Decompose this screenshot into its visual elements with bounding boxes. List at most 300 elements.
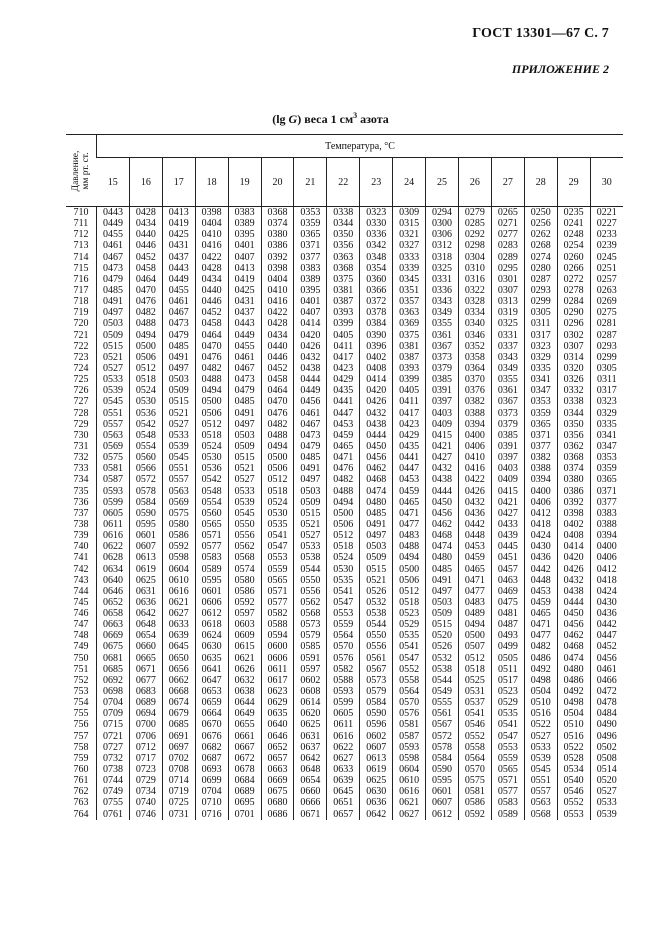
table-cell: 0518 bbox=[464, 663, 485, 675]
table-cell: 0701 bbox=[234, 808, 255, 820]
table-cell: 0537 bbox=[464, 697, 485, 709]
table-cell: 0567 bbox=[366, 663, 387, 675]
table-cell: 0547 bbox=[399, 652, 420, 664]
table-cell: 0329 bbox=[596, 407, 617, 419]
table-cell: 0660 bbox=[300, 786, 321, 798]
temperature-column-header: 24 bbox=[393, 158, 426, 207]
temperature-column-header: 25 bbox=[426, 158, 459, 207]
table-cell: 0539 bbox=[102, 385, 123, 397]
table-cell: 0338 bbox=[333, 207, 354, 218]
table-cell: 0386 bbox=[563, 485, 584, 497]
pressure-value: 757 bbox=[73, 730, 89, 742]
table-cell: 0634 bbox=[102, 563, 123, 575]
table-cell: 0630 bbox=[366, 786, 387, 798]
table-cell: 0681 bbox=[102, 652, 123, 664]
table-cell: 0396 bbox=[366, 340, 387, 352]
table-cell: 0553 bbox=[333, 608, 354, 620]
table-cell: 0528 bbox=[563, 752, 584, 764]
table-cell: 0489 bbox=[464, 608, 485, 620]
value-column bbox=[129, 207, 162, 820]
table-cell: 0342 bbox=[366, 240, 387, 252]
pressure-value: 712 bbox=[73, 229, 89, 241]
table-cell: 0559 bbox=[497, 752, 518, 764]
pressure-value: 749 bbox=[73, 641, 89, 653]
table-cell: 0527 bbox=[300, 530, 321, 542]
table-cell: 0614 bbox=[300, 697, 321, 709]
table-cell: 0361 bbox=[497, 385, 518, 397]
table-cell: 0512 bbox=[201, 418, 222, 430]
table-cell: 0498 bbox=[530, 674, 551, 686]
table-cell: 0305 bbox=[530, 307, 551, 319]
table-cell: 0363 bbox=[399, 307, 420, 319]
table-cell: 0656 bbox=[168, 663, 189, 675]
table-cell: 0541 bbox=[267, 530, 288, 542]
table-cell: 0526 bbox=[432, 641, 453, 653]
table-cell: 0399 bbox=[399, 374, 420, 386]
table-cell: 0459 bbox=[399, 485, 420, 497]
table-cell: 0536 bbox=[201, 463, 222, 475]
table-cell: 0538 bbox=[366, 608, 387, 620]
table-cell: 0565 bbox=[201, 518, 222, 530]
table-cell: 0598 bbox=[399, 752, 420, 764]
table-cell: 0622 bbox=[333, 741, 354, 753]
table-cell: 0461 bbox=[234, 351, 255, 363]
table-cell: 0500 bbox=[267, 452, 288, 464]
table-cell: 0659 bbox=[201, 697, 222, 709]
table-cell: 0398 bbox=[563, 507, 584, 519]
table-cell: 0414 bbox=[563, 541, 584, 553]
table-cell: 0351 bbox=[399, 284, 420, 296]
table-cell: 0379 bbox=[432, 362, 453, 374]
table-cell: 0439 bbox=[497, 530, 518, 542]
table-cell: 0595 bbox=[432, 775, 453, 787]
table-cell: 0568 bbox=[300, 608, 321, 620]
table-cell: 0446 bbox=[201, 296, 222, 308]
table-cell: 0469 bbox=[497, 585, 518, 597]
value-column bbox=[557, 207, 590, 820]
pressure-header-label: Давление, мм рт. ст. bbox=[71, 150, 91, 191]
table-cell: 0466 bbox=[596, 674, 617, 686]
pressure-value: 753 bbox=[73, 686, 89, 698]
table-cell: 0299 bbox=[596, 351, 617, 363]
table-cell: 0479 bbox=[234, 385, 255, 397]
table-cell: 0544 bbox=[300, 563, 321, 575]
table-cell: 0504 bbox=[563, 708, 584, 720]
table-cell: 0497 bbox=[102, 307, 123, 319]
table-cell: 0587 bbox=[399, 730, 420, 742]
table-cell: 0465 bbox=[530, 608, 551, 620]
title-prefix: (lg bbox=[272, 112, 289, 126]
table-cell: 0491 bbox=[168, 351, 189, 363]
table-cell: 0510 bbox=[530, 697, 551, 709]
table-cell: 0368 bbox=[267, 207, 288, 218]
table-cell: 0483 bbox=[399, 530, 420, 542]
table-cell: 0360 bbox=[366, 273, 387, 285]
temperature-header: Температура, °C bbox=[97, 135, 624, 158]
table-cell: 0605 bbox=[333, 708, 354, 720]
table-cell: 0535 bbox=[399, 630, 420, 642]
table-cell: 0682 bbox=[201, 741, 222, 753]
table-cell: 0376 bbox=[464, 385, 485, 397]
table-cell: 0546 bbox=[563, 786, 584, 798]
table-cell: 0395 bbox=[234, 229, 255, 241]
table-cell: 0456 bbox=[300, 396, 321, 408]
table-cell: 0616 bbox=[168, 585, 189, 597]
table-cell: 0413 bbox=[234, 262, 255, 274]
table-cell: 0522 bbox=[563, 741, 584, 753]
table-cell: 0644 bbox=[234, 697, 255, 709]
table-cell: 0333 bbox=[399, 251, 420, 263]
table-cell: 0604 bbox=[399, 764, 420, 776]
table-cell: 0476 bbox=[267, 407, 288, 419]
table-cell: 0287 bbox=[596, 329, 617, 341]
table-cell: 0458 bbox=[135, 262, 156, 274]
table-cell: 0355 bbox=[497, 374, 518, 386]
table-cell: 0568 bbox=[530, 808, 551, 820]
table-cell: 0406 bbox=[464, 440, 485, 452]
table-cell: 0412 bbox=[596, 563, 617, 575]
table-cell: 0427 bbox=[497, 507, 518, 519]
table-cell: 0453 bbox=[530, 585, 551, 597]
table-cell: 0292 bbox=[464, 229, 485, 241]
table-cell: 0358 bbox=[464, 351, 485, 363]
table-cell: 0318 bbox=[432, 251, 453, 263]
table-cell: 0369 bbox=[399, 318, 420, 330]
pressure-value: 747 bbox=[73, 619, 89, 631]
pressure-value: 739 bbox=[73, 530, 89, 542]
table-cell: 0450 bbox=[432, 496, 453, 508]
table-cell: 0304 bbox=[464, 251, 485, 263]
table-cell: 0704 bbox=[201, 786, 222, 798]
table-cell: 0755 bbox=[102, 797, 123, 809]
table-cell: 0506 bbox=[135, 351, 156, 363]
pressure-value: 717 bbox=[73, 284, 89, 296]
table-cell: 0476 bbox=[333, 463, 354, 475]
table-title bbox=[0, 111, 661, 127]
pressure-value: 748 bbox=[73, 630, 89, 642]
value-column bbox=[491, 207, 524, 820]
table-cell: 0697 bbox=[168, 741, 189, 753]
table-cell: 0479 bbox=[168, 329, 189, 341]
table-cell: 0545 bbox=[102, 396, 123, 408]
table-cell: 0422 bbox=[464, 474, 485, 486]
table-cell: 0570 bbox=[333, 641, 354, 653]
table-cell: 0565 bbox=[267, 574, 288, 586]
table-cell: 0645 bbox=[168, 641, 189, 653]
table-cell: 0311 bbox=[596, 374, 617, 386]
table-cell: 0443 bbox=[168, 262, 189, 274]
table-cell: 0380 bbox=[563, 474, 584, 486]
table-cell: 0530 bbox=[267, 507, 288, 519]
table-cell: 0385 bbox=[432, 374, 453, 386]
table-cell: 0597 bbox=[300, 663, 321, 675]
table-cell: 0437 bbox=[168, 251, 189, 263]
table-cell: 0434 bbox=[135, 218, 156, 230]
table-cell: 0386 bbox=[267, 240, 288, 252]
table-cell: 0414 bbox=[300, 318, 321, 330]
table-cell: 0548 bbox=[135, 429, 156, 441]
table-cell: 0400 bbox=[596, 541, 617, 553]
table-cell: 0447 bbox=[333, 407, 354, 419]
table-cell: 0353 bbox=[596, 452, 617, 464]
table-cell: 0572 bbox=[432, 730, 453, 742]
table-cell: 0623 bbox=[267, 686, 288, 698]
table-cell: 0492 bbox=[563, 686, 584, 698]
table-cell: 0511 bbox=[498, 663, 518, 675]
table-cell: 0471 bbox=[399, 507, 420, 519]
table-cell: 0640 bbox=[102, 574, 123, 586]
table-cell: 0456 bbox=[366, 452, 387, 464]
table-cell: 0331 bbox=[497, 329, 518, 341]
table-cell: 0603 bbox=[234, 619, 255, 631]
pressure-value: 764 bbox=[73, 808, 89, 820]
table-cell: 0450 bbox=[366, 440, 387, 452]
table-cell: 0432 bbox=[432, 463, 453, 475]
table-cell: 0610 bbox=[399, 775, 420, 787]
table-cell: 0675 bbox=[267, 786, 288, 798]
table-cell: 0423 bbox=[399, 418, 420, 430]
table-cell: 0675 bbox=[102, 641, 123, 653]
table-cell: 0662 bbox=[168, 674, 189, 686]
table-cell: 0580 bbox=[168, 518, 189, 530]
table-cell: 0468 bbox=[432, 530, 453, 542]
table-cell: 0470 bbox=[135, 284, 156, 296]
table-cell: 0407 bbox=[234, 251, 255, 263]
table-cell: 0377 bbox=[596, 496, 617, 508]
table-cell: 0442 bbox=[530, 563, 551, 575]
table-cell: 0575 bbox=[102, 452, 123, 464]
table-cell: 0516 bbox=[530, 708, 551, 720]
table-cell: 0545 bbox=[530, 764, 551, 776]
table-cell: 0542 bbox=[135, 418, 156, 430]
table-cell: 0459 bbox=[464, 552, 485, 564]
table-cell: 0452 bbox=[596, 641, 617, 653]
pressure-value: 758 bbox=[73, 741, 89, 753]
table-cell: 0464 bbox=[201, 329, 222, 341]
table-cell: 0625 bbox=[366, 775, 387, 787]
table-cell: 0671 bbox=[300, 808, 321, 820]
table-cell: 0393 bbox=[333, 307, 354, 319]
table-cell: 0552 bbox=[399, 663, 420, 675]
table-cell: 0312 bbox=[432, 240, 453, 252]
table-cell: 0716 bbox=[201, 808, 222, 820]
table-cell: 0420 bbox=[366, 385, 387, 397]
table-cell: 0437 bbox=[234, 307, 255, 319]
table-cell: 0500 bbox=[464, 630, 485, 642]
table-cell: 0478 bbox=[596, 697, 617, 709]
table-cell: 0678 bbox=[234, 764, 255, 776]
value-column bbox=[360, 207, 393, 820]
pressure-value: 742 bbox=[73, 563, 89, 575]
table-cell: 0467 bbox=[234, 362, 255, 374]
table-cell: 0406 bbox=[530, 496, 551, 508]
table-cell: 0635 bbox=[201, 652, 222, 664]
table-cell: 0577 bbox=[497, 786, 518, 798]
table-cell: 0389 bbox=[234, 218, 255, 230]
table-cell: 0474 bbox=[432, 541, 453, 553]
value-column bbox=[294, 207, 327, 820]
table-cell: 0590 bbox=[432, 764, 453, 776]
table-cell: 0410 bbox=[201, 229, 222, 241]
table-cell: 0339 bbox=[399, 262, 420, 274]
table-cell: 0468 bbox=[366, 474, 387, 486]
table-cell: 0477 bbox=[464, 585, 485, 597]
table-cell: 0434 bbox=[267, 329, 288, 341]
table-cell: 0325 bbox=[497, 318, 518, 330]
table-cell: 0274 bbox=[530, 251, 551, 263]
table-cell: 0575 bbox=[168, 507, 189, 519]
table-cell: 0390 bbox=[366, 329, 387, 341]
table-cell: 0287 bbox=[530, 273, 551, 285]
table-cell: 0491 bbox=[102, 296, 123, 308]
table-cell: 0278 bbox=[563, 284, 584, 296]
table-cell: 0672 bbox=[234, 752, 255, 764]
table-cell: 0490 bbox=[596, 719, 617, 731]
table-cell: 0533 bbox=[234, 485, 255, 497]
table-cell: 0509 bbox=[102, 329, 123, 341]
table-cell: 0451 bbox=[497, 552, 518, 564]
table-cell: 0447 bbox=[399, 463, 420, 475]
table-cell: 0621 bbox=[168, 596, 189, 608]
table-cell: 0422 bbox=[267, 307, 288, 319]
table-cell: 0521 bbox=[102, 351, 123, 363]
table-cell: 0533 bbox=[596, 797, 617, 809]
table-cell: 0456 bbox=[563, 619, 584, 631]
table-cell: 0378 bbox=[366, 307, 387, 319]
table-cell: 0579 bbox=[300, 630, 321, 642]
table-cell: 0415 bbox=[497, 485, 518, 497]
table-cell: 0251 bbox=[596, 262, 617, 274]
table-cell: 0492 bbox=[530, 663, 551, 675]
table-cell: 0336 bbox=[366, 229, 387, 241]
table-cell: 0346 bbox=[464, 329, 485, 341]
table-cell: 0554 bbox=[135, 440, 156, 452]
table-cell: 0595 bbox=[135, 518, 156, 530]
table-cell: 0411 bbox=[333, 340, 354, 352]
table-cell: 0497 bbox=[300, 474, 321, 486]
table-cell: 0319 bbox=[497, 307, 518, 319]
table-cell: 0418 bbox=[596, 574, 617, 586]
table-cell: 0320 bbox=[563, 362, 584, 374]
table-cell: 0348 bbox=[366, 251, 387, 263]
table-cell: 0363 bbox=[333, 251, 354, 263]
pressure-value: 722 bbox=[73, 340, 89, 352]
table-cell: 0416 bbox=[201, 240, 222, 252]
table-cell: 0627 bbox=[168, 608, 189, 620]
table-cell: 0444 bbox=[432, 485, 453, 497]
table-cell: 0565 bbox=[497, 764, 518, 776]
table-cell: 0686 bbox=[267, 808, 288, 820]
title-superscript: 3 bbox=[353, 111, 358, 120]
pressure-value: 736 bbox=[73, 496, 89, 508]
table-cell: 0300 bbox=[432, 218, 453, 230]
table-cell: 0431 bbox=[234, 296, 255, 308]
table-cell: 0409 bbox=[497, 474, 518, 486]
table-cell: 0449 bbox=[234, 329, 255, 341]
table-cell: 0582 bbox=[333, 663, 354, 675]
table-cell: 0522 bbox=[530, 719, 551, 731]
table-cell: 0280 bbox=[530, 262, 551, 274]
table-cell: 0397 bbox=[497, 452, 518, 464]
table-cell: 0487 bbox=[497, 619, 518, 631]
table-cell: 0553 bbox=[563, 808, 584, 820]
table-cell: 0576 bbox=[399, 708, 420, 720]
table-cell: 0612 bbox=[432, 808, 453, 820]
table-cell: 0373 bbox=[497, 407, 518, 419]
table-cell: 0387 bbox=[333, 296, 354, 308]
table-cell: 0440 bbox=[201, 284, 222, 296]
table-cell: 0592 bbox=[168, 541, 189, 553]
title-middle: ) веса 1 см bbox=[297, 112, 354, 126]
table-cell: 0289 bbox=[497, 251, 518, 263]
table-cell: 0710 bbox=[201, 797, 222, 809]
table-cell: 0689 bbox=[135, 697, 156, 709]
table-cell: 0593 bbox=[399, 741, 420, 753]
table-cell: 0613 bbox=[135, 552, 156, 564]
table-cell: 0483 bbox=[464, 596, 485, 608]
table-cell: 0233 bbox=[596, 229, 617, 241]
table-cell: 0530 bbox=[201, 452, 222, 464]
pressure-column-header bbox=[66, 135, 97, 207]
table-cell: 0539 bbox=[168, 440, 189, 452]
table-cell: 0488 bbox=[201, 374, 222, 386]
table-cell: 0524 bbox=[267, 496, 288, 508]
pressure-value: 721 bbox=[73, 329, 89, 341]
table-cell: 0344 bbox=[333, 218, 354, 230]
table-cell: 0425 bbox=[168, 229, 189, 241]
table-cell: 0419 bbox=[234, 273, 255, 285]
table-cell: 0465 bbox=[464, 563, 485, 575]
table-cell: 0608 bbox=[300, 686, 321, 698]
table-cell: 0447 bbox=[596, 630, 617, 642]
table-cell: 0636 bbox=[135, 596, 156, 608]
table-cell: 0515 bbox=[102, 340, 123, 352]
table-cell: 0323 bbox=[530, 340, 551, 352]
table-cell: 0406 bbox=[596, 552, 617, 564]
table-cell: 0410 bbox=[464, 452, 485, 464]
table-cell: 0444 bbox=[366, 429, 387, 441]
table-cell: 0480 bbox=[432, 552, 453, 564]
table-cell: 0470 bbox=[267, 396, 288, 408]
table-cell: 0438 bbox=[366, 418, 387, 430]
table-cell: 0518 bbox=[267, 485, 288, 497]
table-cell: 0601 bbox=[135, 530, 156, 542]
table-cell: 0472 bbox=[596, 686, 617, 698]
table-cell: 0449 bbox=[102, 218, 123, 230]
table-cell: 0482 bbox=[333, 474, 354, 486]
table-cell: 0239 bbox=[596, 240, 617, 252]
table-cell: 0263 bbox=[596, 284, 617, 296]
table-cell: 0353 bbox=[530, 396, 551, 408]
table-cell: 0540 bbox=[563, 775, 584, 787]
table-cell: 0584 bbox=[135, 496, 156, 508]
table-cell: 0343 bbox=[497, 351, 518, 363]
table-cell: 0512 bbox=[135, 362, 156, 374]
table-cell: 0671 bbox=[135, 663, 156, 675]
table-cell: 0657 bbox=[333, 808, 354, 820]
table-cell: 0646 bbox=[102, 585, 123, 597]
table-cell: 0442 bbox=[464, 518, 485, 530]
table-cell: 0514 bbox=[596, 764, 617, 776]
table-cell: 0639 bbox=[333, 775, 354, 787]
table-cell: 0441 bbox=[333, 396, 354, 408]
table-cell: 0547 bbox=[497, 730, 518, 742]
table-cell: 0459 bbox=[333, 429, 354, 441]
table-cell: 0350 bbox=[563, 418, 584, 430]
table-cell: 0541 bbox=[399, 641, 420, 653]
table-cell: 0702 bbox=[168, 752, 189, 764]
pressure-value: 731 bbox=[73, 440, 89, 452]
